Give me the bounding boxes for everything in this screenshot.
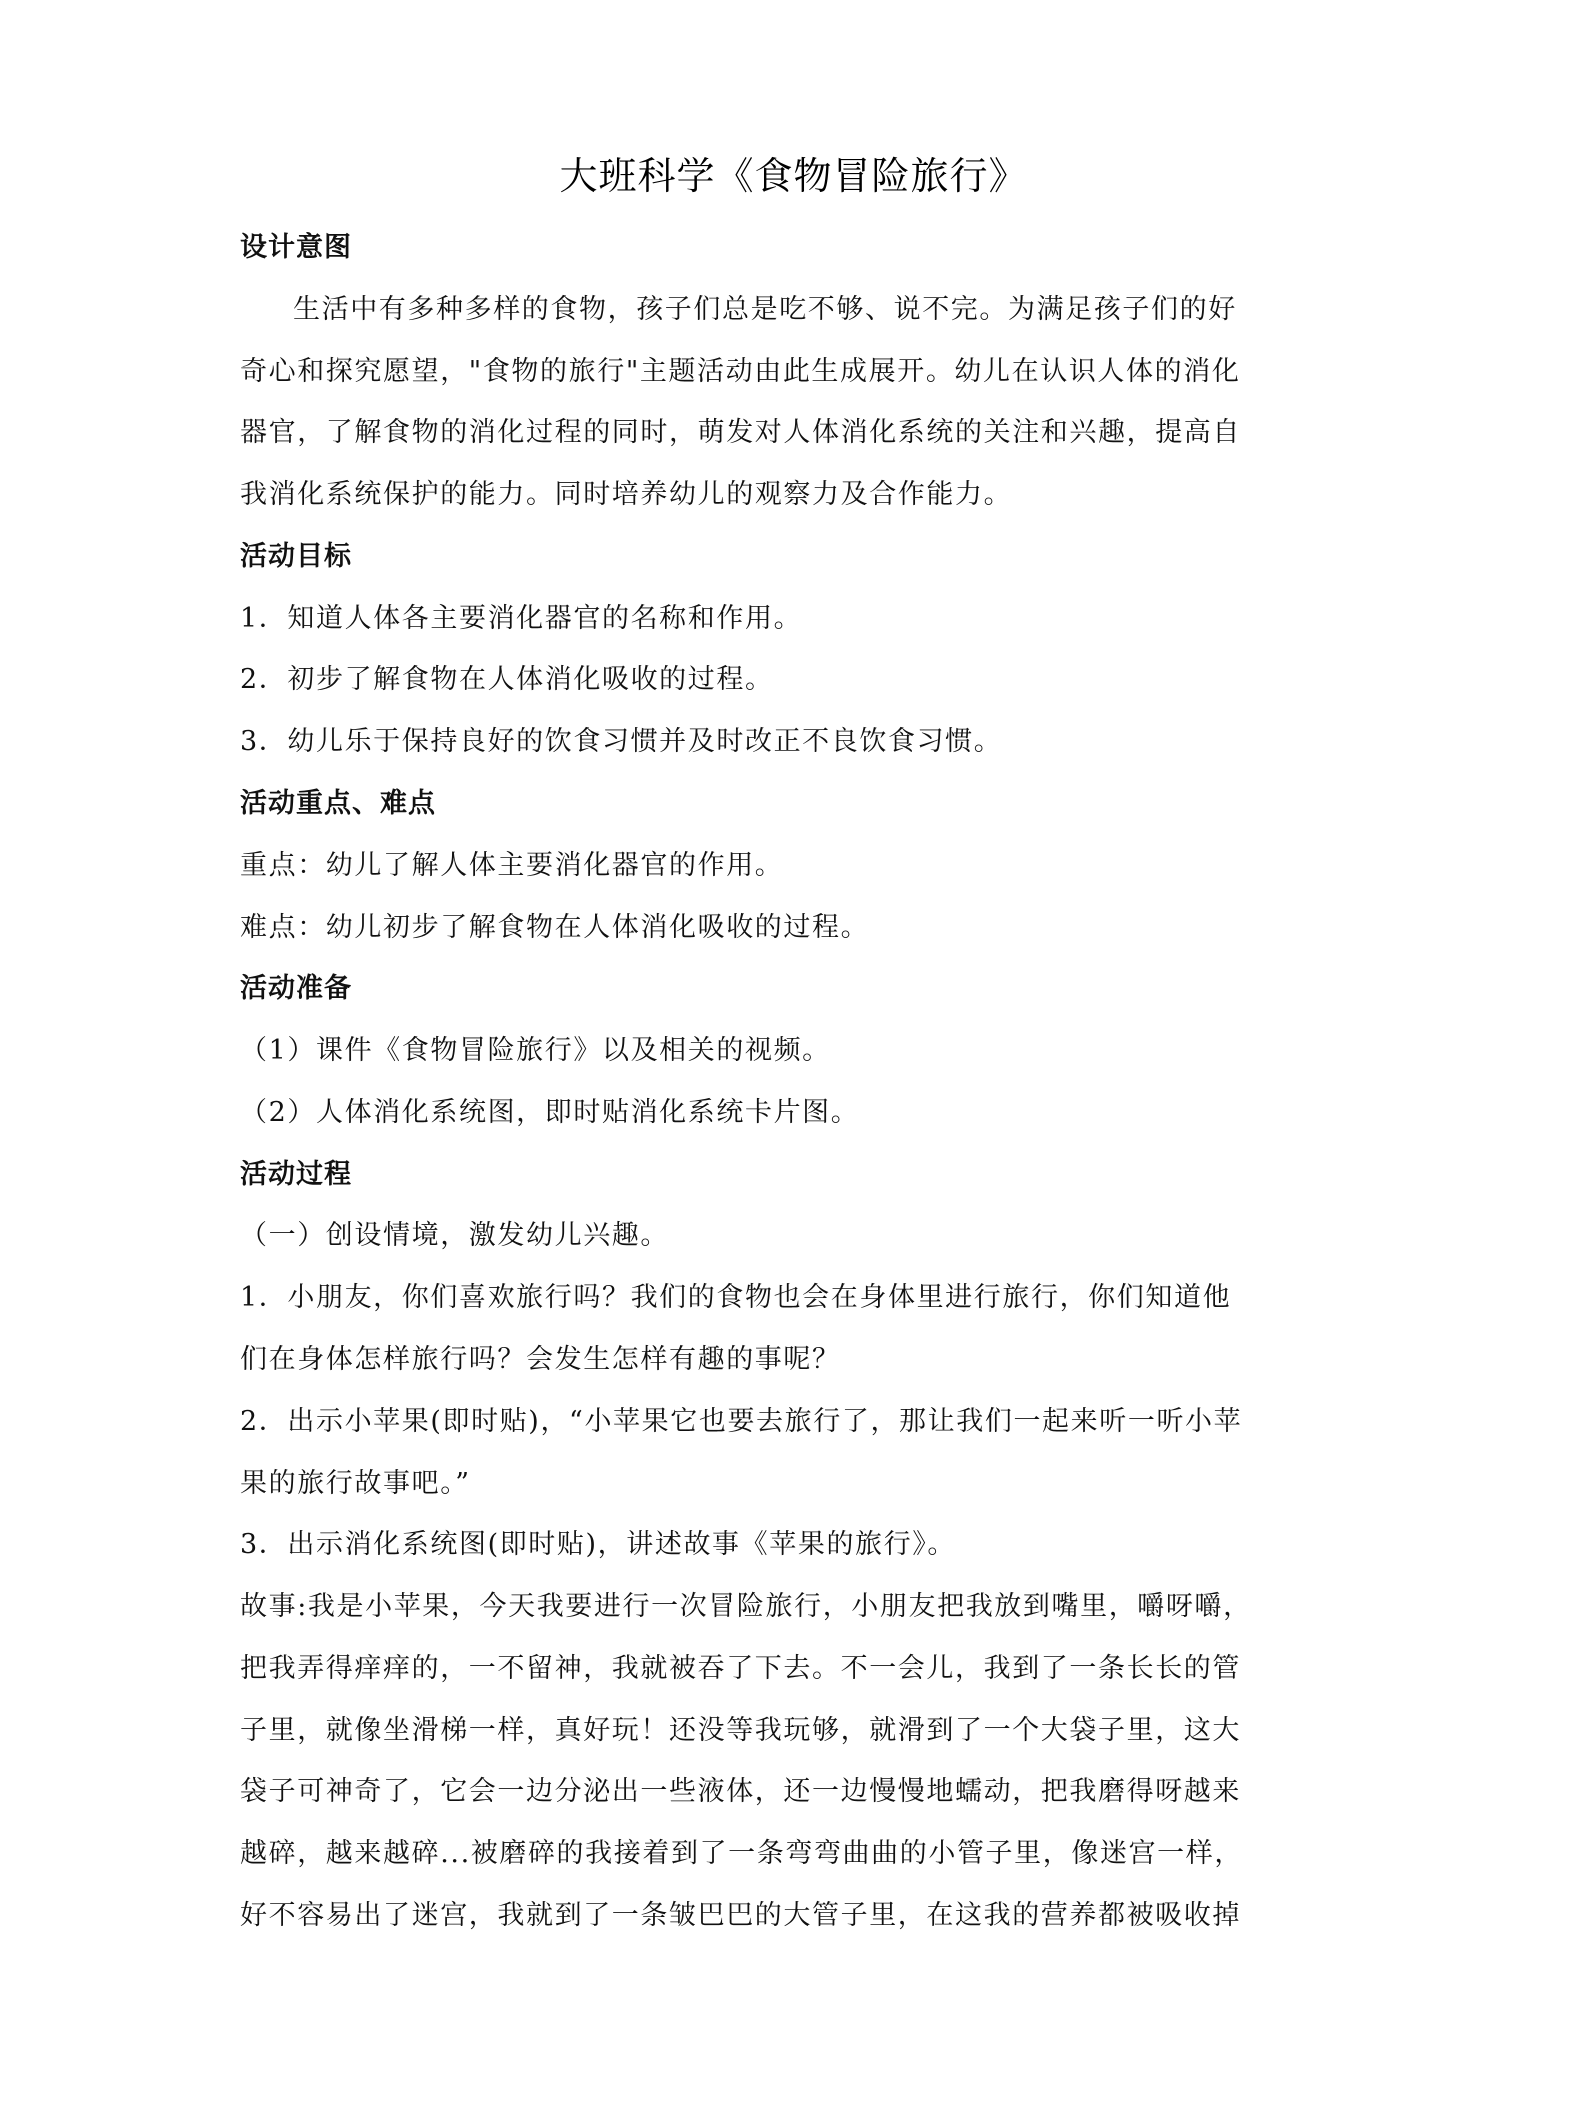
story-line-4: 袋子可神奇了，它会一边分泌出一些液体，还一边慢慢地蠕动，把我磨得呀越来	[240, 1776, 1241, 1807]
design-intent-line-4: 我消化系统保护的能力。同时培养幼儿的观察力及合作能力。	[240, 479, 1013, 510]
process-line-1: （一）创设情境，激发幼儿兴趣。	[240, 1220, 669, 1251]
preparation-item-1: （1）课件《食物冒险旅行》以及相关的视频。	[240, 1035, 831, 1066]
section-heading-goals: 活动目标	[240, 541, 352, 572]
story-line-2: 把我弄得痒痒的，一不留神，我就被吞了下去。不一会儿，我到了一条长长的管	[240, 1653, 1241, 1684]
process-line-5: 果的旅行故事吧。”	[240, 1468, 471, 1499]
process-line-2: 1．小朋友，你们喜欢旅行吗？我们的食物也会在身体里进行旅行，你们知道他	[240, 1282, 1232, 1313]
design-intent-line-2: 奇心和探究愿望，"食物的旅行"主题活动由此生成展开。幼儿在认识人体的消化	[240, 356, 1241, 387]
goal-item-3: 3．幼儿乐于保持良好的饮食习惯并及时改正不良饮食习惯。	[240, 726, 1003, 757]
design-intent-line-1: 生活中有多种多样的食物，孩子们总是吃不够、说不完。为满足孩子们的好	[293, 294, 1237, 325]
design-intent-line-3: 器官，了解食物的消化过程的同时，萌发对人体消化系统的关注和兴趣，提高自	[240, 417, 1241, 448]
process-line-3: 们在身体怎样旅行吗？会发生怎样有趣的事呢？	[240, 1344, 841, 1375]
story-line-6: 好不容易出了迷宫，我就到了一条皱巴巴的大管子里，在这我的营养都被吸收掉	[240, 1900, 1241, 1931]
section-heading-process: 活动过程	[240, 1159, 352, 1190]
story-line-5: 越碎，越来越碎...被磨碎的我接着到了一条弯弯曲曲的小管子里，像迷宫一样，	[240, 1838, 1243, 1869]
section-heading-key-points: 活动重点、难点	[240, 788, 436, 819]
key-point-item: 重点：幼儿了解人体主要消化器官的作用。	[240, 850, 784, 881]
section-heading-design-intent: 设计意图	[240, 232, 352, 263]
document-title: 大班科学《食物冒险旅行》	[559, 154, 1028, 198]
goal-item-2: 2．初步了解食物在人体消化吸收的过程。	[240, 664, 774, 695]
section-heading-preparation: 活动准备	[240, 973, 352, 1004]
preparation-item-2: （2）人体消化系统图，即时贴消化系统卡片图。	[240, 1097, 860, 1128]
story-line-3: 子里，就像坐滑梯一样，真好玩！还没等我玩够，就滑到了一个大袋子里，这大	[240, 1715, 1241, 1746]
story-line-1: 故事:我是小苹果，今天我要进行一次冒险旅行，小朋友把我放到嘴里，嚼呀嚼，	[240, 1591, 1252, 1622]
goal-item-1: 1．知道人体各主要消化器官的名称和作用。	[240, 603, 803, 634]
process-line-4: 2．出示小苹果(即时贴)，“小苹果它也要去旅行了，那让我们一起来听一听小苹	[240, 1406, 1243, 1437]
difficulty-item: 难点：幼儿初步了解食物在人体消化吸收的过程。	[240, 912, 870, 943]
process-line-6: 3．出示消化系统图(即时贴)，讲述故事《苹果的旅行》。	[240, 1529, 956, 1560]
